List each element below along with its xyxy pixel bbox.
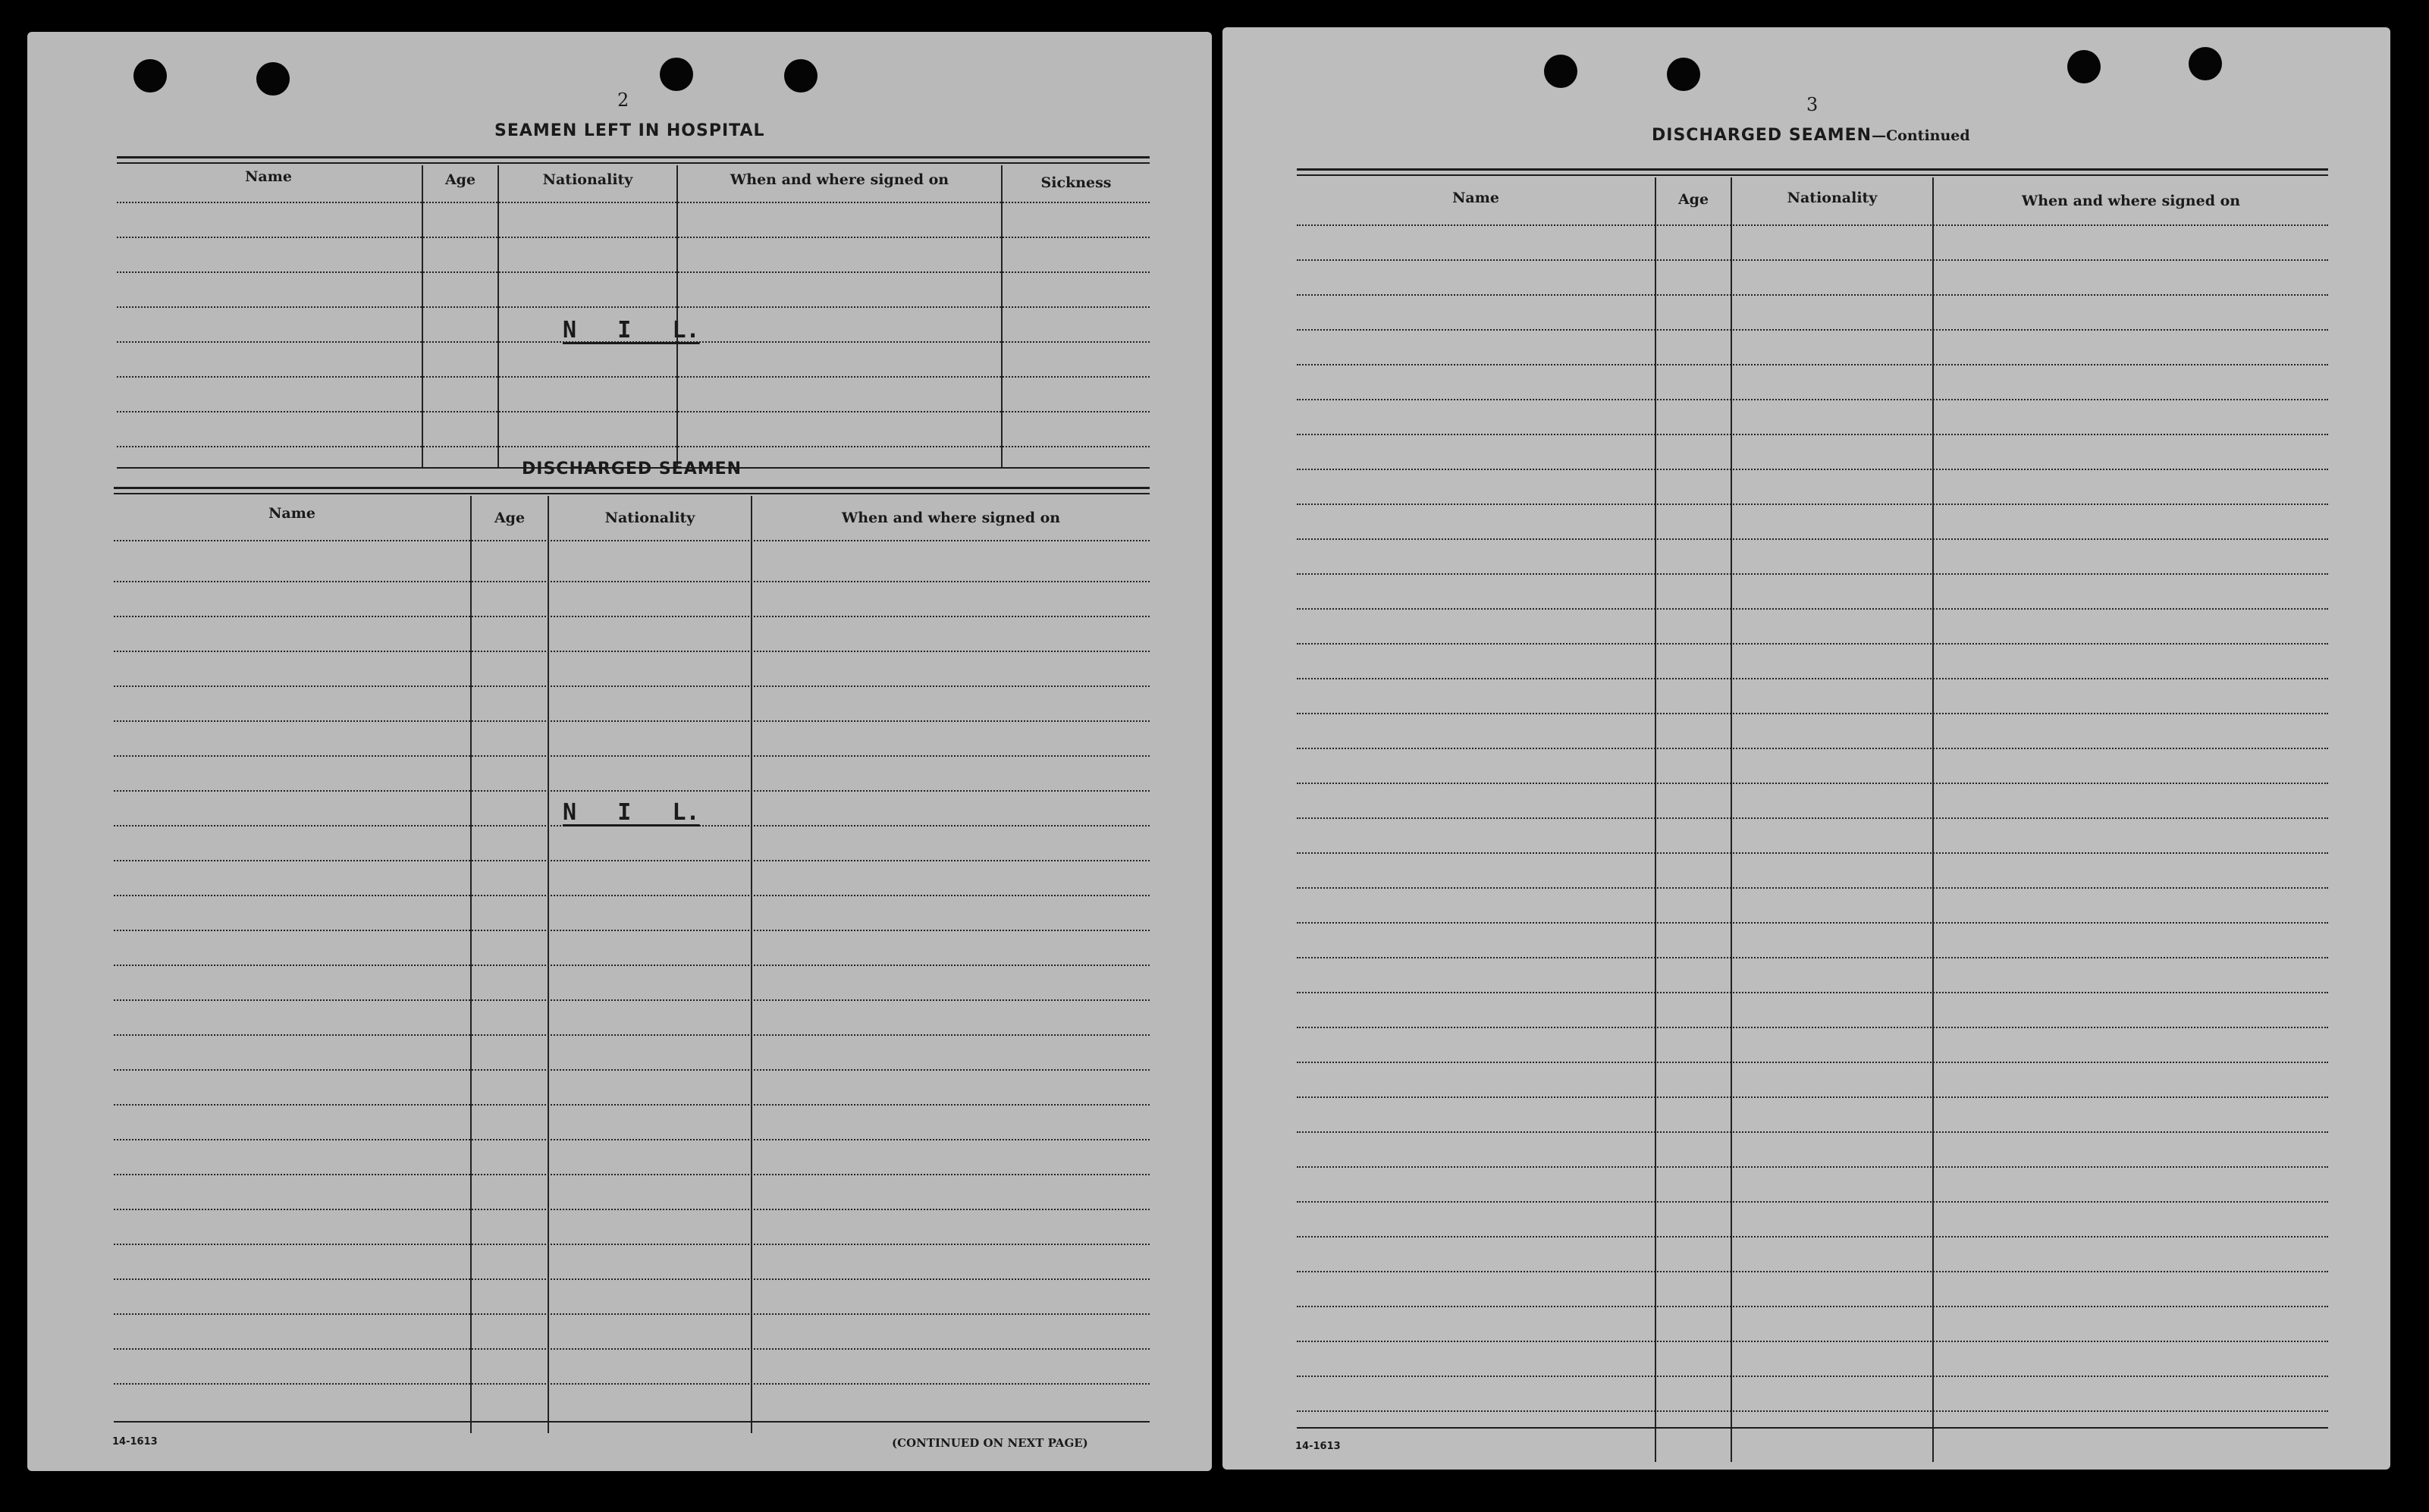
table-top-rule <box>114 487 1150 489</box>
table-top-rule <box>114 493 1150 494</box>
table-row <box>1297 852 2328 854</box>
table-row <box>1297 1096 2328 1098</box>
table-row <box>1297 469 2328 470</box>
right-page <box>1222 27 2390 1470</box>
column-divider <box>1731 177 1732 1462</box>
table-top-rule <box>1297 168 2328 171</box>
table-row <box>114 1209 1150 1210</box>
column-divider <box>1001 165 1003 467</box>
punch-hole <box>256 62 290 96</box>
table-row <box>1297 783 2328 784</box>
table-row <box>1297 1341 2328 1342</box>
column-header-signed-on: When and where signed on <box>841 510 1061 526</box>
table-row <box>117 237 1150 238</box>
table-row <box>1297 538 2328 540</box>
table-row <box>114 1174 1150 1175</box>
column-header-nationality: Nationality <box>604 510 695 526</box>
table-row <box>1297 992 2328 993</box>
nil-entry: N I L. <box>563 799 700 826</box>
table-row <box>1297 608 2328 610</box>
table-row <box>1297 887 2328 889</box>
table-top-rule <box>117 162 1150 164</box>
punch-hole <box>784 59 818 93</box>
table-row <box>1297 503 2328 505</box>
column-divider <box>676 165 678 467</box>
section-title-discharged-continued <box>1652 126 1970 145</box>
punch-hole <box>2067 50 2101 83</box>
punch-hole <box>1667 58 1700 91</box>
table-row <box>1297 294 2328 296</box>
table-bottom-rule <box>114 1421 1150 1423</box>
column-header-name: Name <box>1452 190 1499 206</box>
table-row <box>1297 817 2328 819</box>
table-row <box>114 930 1150 931</box>
table-row <box>114 755 1150 757</box>
page-number: 2 <box>617 89 629 111</box>
table-row <box>114 540 1150 541</box>
table-row <box>1297 1201 2328 1203</box>
left-page <box>27 32 1212 1471</box>
table-top-rule <box>117 156 1150 158</box>
table-row <box>114 1069 1150 1071</box>
table-row <box>1297 1306 2328 1307</box>
table-row <box>1297 329 2328 331</box>
table-row <box>1297 713 2328 714</box>
table-row <box>1297 434 2328 435</box>
punch-hole <box>2189 47 2222 80</box>
column-divider <box>1655 177 1656 1462</box>
table-row <box>1297 1166 2328 1168</box>
table-row <box>1297 748 2328 749</box>
punch-hole <box>133 59 167 93</box>
table-row <box>114 720 1150 722</box>
table-row <box>117 446 1150 447</box>
title-main: DISCHARGED SEAMEN <box>1652 126 1872 145</box>
table-row <box>117 376 1150 378</box>
table-row <box>1297 957 2328 958</box>
table-row <box>1297 678 2328 679</box>
table-row <box>114 999 1150 1001</box>
table-row <box>117 202 1150 203</box>
table-row <box>1297 259 2328 261</box>
continued-note: (CONTINUED ON NEXT PAGE) <box>892 1436 1088 1450</box>
table-row <box>114 1104 1150 1106</box>
table-row <box>1297 573 2328 575</box>
table-row <box>114 1278 1150 1280</box>
table-row <box>1297 1376 2328 1377</box>
table-row <box>1297 224 2328 226</box>
table-row <box>1297 1131 2328 1133</box>
table-row <box>114 581 1150 582</box>
column-divider <box>1932 177 1934 1462</box>
table-row <box>1297 1236 2328 1238</box>
table-row <box>114 965 1150 966</box>
column-header-name: Name <box>268 505 315 522</box>
column-header-signed-on: When and where signed on <box>2021 193 2241 209</box>
table-row <box>114 860 1150 861</box>
table-row <box>1297 643 2328 645</box>
section-title-discharged: DISCHARGED SEAMEN <box>522 460 742 478</box>
table-row <box>114 895 1150 896</box>
table-row <box>1297 1062 2328 1063</box>
table-row <box>114 1313 1150 1315</box>
form-number: 14-1613 <box>1295 1441 1341 1452</box>
table-row <box>1297 1027 2328 1028</box>
table-row <box>114 790 1150 792</box>
column-header-nationality: Nationality <box>542 171 633 188</box>
column-header-name: Name <box>245 168 292 185</box>
form-number: 14-1613 <box>112 1436 158 1448</box>
page-number: 3 <box>1806 94 1819 115</box>
table-row <box>117 271 1150 273</box>
punch-hole <box>1544 55 1577 88</box>
punch-hole <box>660 58 693 91</box>
table-row <box>114 1383 1150 1385</box>
table-row <box>114 1244 1150 1245</box>
nil-entry: N I L. <box>563 317 700 343</box>
column-header-age: Age <box>444 171 476 188</box>
table-row <box>1297 364 2328 365</box>
column-header-age: Age <box>1677 191 1709 208</box>
table-row <box>117 306 1150 308</box>
column-header-sickness: Sickness <box>1040 174 1112 191</box>
table-row <box>1297 922 2328 924</box>
column-header-age: Age <box>494 510 526 526</box>
table-row <box>114 1034 1150 1036</box>
table-row <box>114 616 1150 617</box>
table-row <box>114 1348 1150 1350</box>
table-row <box>114 651 1150 652</box>
table-row <box>114 1139 1150 1140</box>
column-header-signed-on: When and where signed on <box>730 171 949 188</box>
title-suffix: —Continued <box>1872 127 1970 144</box>
table-row <box>1297 1271 2328 1272</box>
section-title-hospital: SEAMEN LEFT IN HOSPITAL <box>494 121 765 140</box>
table-row <box>1297 1410 2328 1412</box>
column-header-nationality: Nationality <box>1787 190 1878 206</box>
table-top-rule <box>1297 174 2328 176</box>
column-divider <box>422 165 423 467</box>
table-row <box>117 411 1150 413</box>
table-row <box>1297 399 2328 400</box>
table-row <box>114 685 1150 687</box>
table-bottom-rule <box>1297 1427 2328 1429</box>
column-divider <box>497 165 499 467</box>
